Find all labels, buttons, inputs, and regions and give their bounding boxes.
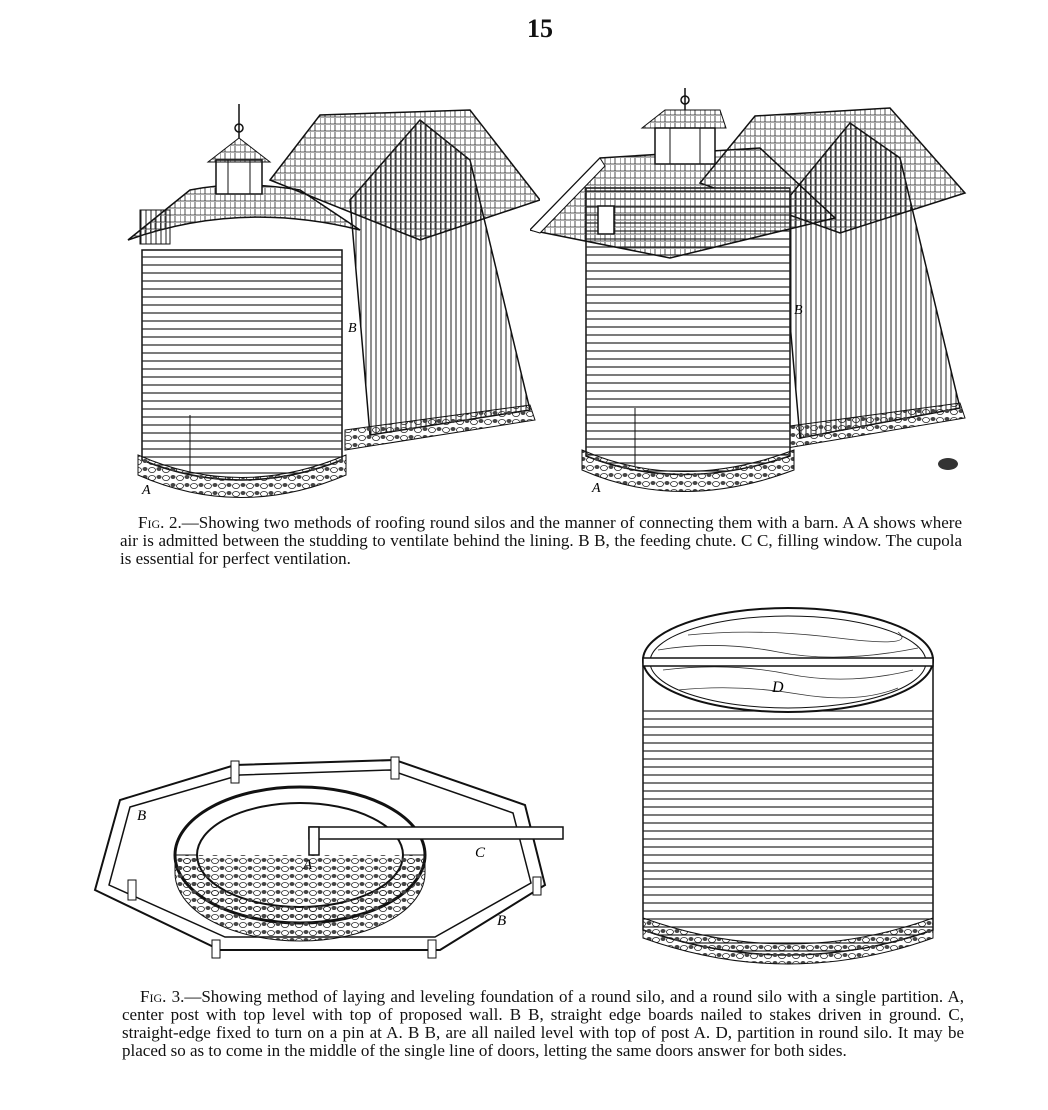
fig3-marker-a: A — [303, 857, 313, 873]
fig2-label: Fig. 2. — [138, 513, 182, 532]
fig3-partition-silo-illustration — [638, 600, 938, 965]
fig3-marker-c: C — [475, 845, 486, 861]
fig2-marker-a-right: A — [592, 481, 601, 496]
fig2-right-silo-illustration — [530, 88, 975, 500]
fig3-marker-b-left: B — [137, 808, 147, 824]
fig2-caption-text: —Showing two methods of roofing round silos and the manner of connecting them with a barn. A A shows where air is admitted between the studding to ventilate behind the lining. B B, the feeding chute. C C, filling window. The cupola is essential for perfect ventilation. — [120, 513, 962, 568]
fig3-marker-d: D — [772, 679, 784, 696]
fig3-label: Fig. 3. — [140, 987, 185, 1006]
fig2-caption — [120, 514, 962, 568]
page-number: 15 — [527, 14, 553, 43]
fig3-foundation-illustration — [85, 745, 575, 970]
fig3-marker-b-right: B — [497, 913, 507, 929]
fig2-left-silo-illustration — [120, 90, 540, 500]
fig2-marker-b-right: B — [794, 303, 803, 318]
fig3-caption — [122, 988, 964, 1060]
fig2-marker-b-left: B — [348, 321, 357, 336]
fig2-marker-a-left: A — [142, 483, 151, 498]
fig3-caption-text: —Showing method of laying and leveling foundation of a round silo, and a round silo with a single partition. A, center post with top level with top of proposed wall. B B, straight edge boards nailed to stakes driven in ground. C, straight-edge fixed to turn on a pin at A. B B, are all nailed level with top of post A. D, partition in round silo. It may be placed so as to come in the middle of the single line of doors, letting the same doors answer for both sides. — [122, 987, 964, 1060]
